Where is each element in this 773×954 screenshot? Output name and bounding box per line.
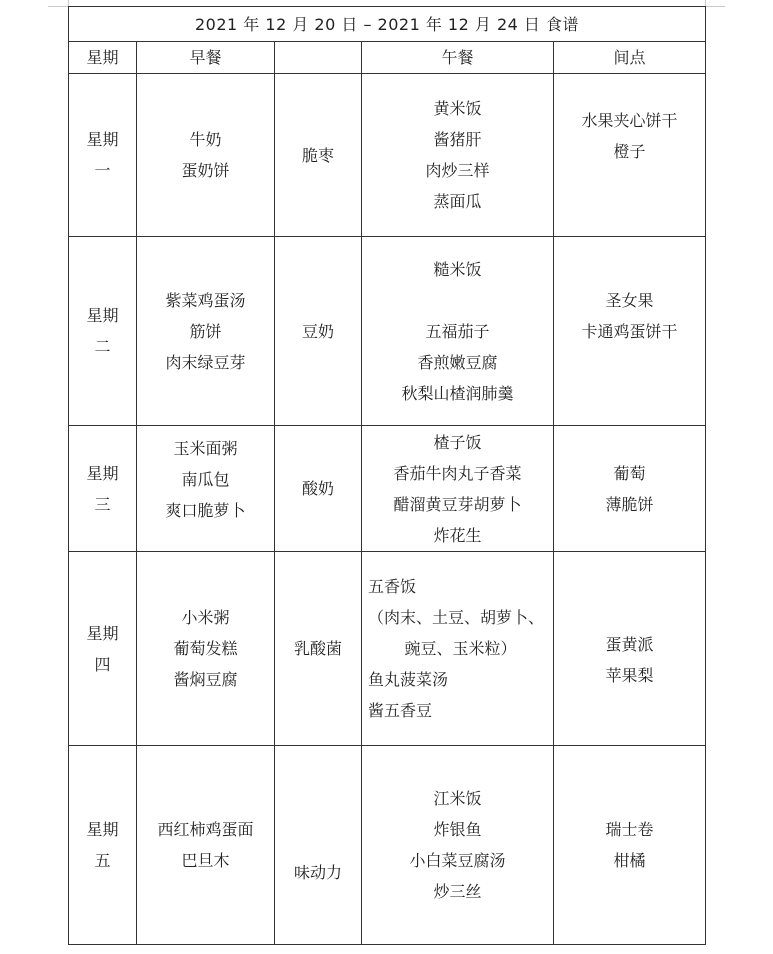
dish: 玉米面粥 bbox=[173, 439, 238, 458]
snack-cell bbox=[554, 74, 706, 237]
dish: 豆奶 bbox=[301, 321, 334, 341]
snack-cell bbox=[554, 552, 706, 746]
dish: 炸花生 bbox=[433, 525, 482, 545]
dish: 瑞士卷 bbox=[605, 820, 654, 839]
lunch-cell bbox=[362, 74, 554, 237]
morning-snack-cell bbox=[275, 74, 362, 237]
dish: 炒三丝 bbox=[433, 882, 482, 901]
day-label: 星期 bbox=[86, 820, 119, 839]
dish: 酱五香豆 bbox=[368, 701, 433, 720]
header-morning-snack bbox=[275, 42, 362, 74]
dish: 醋溜黄豆芽胡萝卜 bbox=[393, 494, 522, 514]
page-guide-horizontal bbox=[705, 6, 725, 7]
dish bbox=[362, 285, 553, 316]
header-snack: 间点 bbox=[554, 42, 706, 74]
header-lunch: 午餐 bbox=[362, 42, 554, 74]
menu-table bbox=[68, 6, 706, 945]
day-cell bbox=[69, 746, 137, 945]
dish: 乳酸菌 bbox=[293, 639, 342, 658]
dish: 炸银鱼 bbox=[433, 820, 482, 839]
dish: 酱猪肝 bbox=[433, 130, 482, 149]
breakfast-cell bbox=[137, 746, 275, 945]
dish: 黄米饭 bbox=[433, 99, 482, 118]
day-number: 三 bbox=[94, 494, 111, 514]
dish: 葡萄 bbox=[613, 463, 646, 483]
day-number: 一 bbox=[94, 161, 111, 180]
dish: 柑橘 bbox=[613, 851, 646, 870]
dish: 酸奶 bbox=[301, 479, 334, 498]
dish: 肉末绿豆芽 bbox=[165, 352, 246, 372]
dish: 圣女果 bbox=[605, 291, 654, 310]
lunch-cell bbox=[362, 552, 554, 746]
dish: 筋饼 bbox=[189, 321, 222, 341]
snack-cell bbox=[554, 426, 706, 552]
dish: 五福茄子 bbox=[425, 321, 490, 341]
dish: 南瓜包 bbox=[181, 470, 230, 489]
dish: 爽口脆萝卜 bbox=[165, 501, 246, 520]
menu-row-monday bbox=[69, 74, 706, 237]
day-number: 五 bbox=[94, 851, 111, 870]
dish: 紫菜鸡蛋汤 bbox=[165, 290, 246, 310]
dish: 糙米饭 bbox=[433, 259, 482, 279]
page-guide-horizontal bbox=[48, 6, 68, 7]
morning-snack-cell bbox=[275, 746, 362, 945]
dish: 秋梨山楂润肺羹 bbox=[401, 383, 514, 403]
lunch-cell bbox=[362, 746, 554, 945]
dish: 楂子饭 bbox=[433, 432, 482, 452]
header-breakfast: 早餐 bbox=[137, 42, 275, 74]
dish: 酱焖豆腐 bbox=[173, 670, 238, 689]
day-number: 四 bbox=[94, 654, 111, 674]
dish: 蒸面瓜 bbox=[433, 192, 482, 211]
menu-row-tuesday bbox=[69, 237, 706, 426]
breakfast-cell bbox=[137, 237, 275, 426]
dish: 五香饭 bbox=[368, 577, 417, 596]
day-label: 星期 bbox=[86, 306, 119, 325]
dish: 蛋奶饼 bbox=[181, 161, 230, 180]
dish: 苹果梨 bbox=[605, 665, 654, 685]
dish: 肉炒三样 bbox=[425, 161, 490, 180]
day-label: 星期 bbox=[86, 623, 119, 643]
day-cell bbox=[69, 552, 137, 746]
day-label: 星期 bbox=[86, 463, 119, 483]
dish: 香茄牛肉丸子香菜 bbox=[393, 463, 522, 483]
lunch-cell bbox=[362, 426, 554, 552]
menu-row-thursday bbox=[69, 552, 706, 746]
dish: 牛奶 bbox=[189, 130, 222, 149]
morning-snack-cell bbox=[275, 552, 362, 746]
dish: 鱼丸菠菜汤 bbox=[368, 670, 449, 689]
dish: 蛋黄派 bbox=[605, 634, 654, 654]
morning-snack-cell bbox=[275, 237, 362, 426]
dish: 小米粥 bbox=[181, 608, 230, 627]
dish: 葡萄发糕 bbox=[173, 639, 238, 658]
dish: 橙子 bbox=[613, 142, 646, 161]
dish: 江米饭 bbox=[433, 789, 482, 808]
dish: 豌豆、玉米粒） bbox=[404, 639, 517, 658]
lunch-cell bbox=[362, 237, 554, 426]
snack-cell bbox=[554, 746, 706, 945]
breakfast-cell bbox=[137, 74, 275, 237]
day-cell bbox=[69, 74, 137, 237]
dish: 小白菜豆腐汤 bbox=[409, 851, 506, 870]
day-label: 星期 bbox=[86, 130, 119, 149]
dish: 脆枣 bbox=[301, 145, 334, 165]
breakfast-cell bbox=[137, 426, 275, 552]
dish: 巴旦木 bbox=[181, 851, 230, 870]
dish: 卡通鸡蛋饼干 bbox=[581, 322, 678, 341]
day-cell bbox=[69, 426, 137, 552]
dish: 味动力 bbox=[293, 862, 342, 882]
menu-title: 2021 年 12 月 20 日 – 2021 年 12 月 24 日 食谱 bbox=[69, 7, 706, 42]
breakfast-cell bbox=[137, 552, 275, 746]
dish: 西红柿鸡蛋面 bbox=[157, 820, 254, 839]
morning-snack-cell bbox=[275, 426, 362, 552]
dish: （肉末、土豆、胡萝卜、 bbox=[368, 608, 545, 627]
snack-cell bbox=[554, 237, 706, 426]
header-day: 星期 bbox=[69, 42, 137, 74]
menu-row-friday bbox=[69, 746, 706, 945]
day-cell bbox=[69, 237, 137, 426]
dish: 香煎嫩豆腐 bbox=[417, 352, 498, 372]
dish: 水果夹心饼干 bbox=[581, 111, 678, 130]
menu-row-wednesday bbox=[69, 426, 706, 552]
dish: 薄脆饼 bbox=[605, 494, 654, 514]
day-number: 二 bbox=[94, 337, 111, 356]
